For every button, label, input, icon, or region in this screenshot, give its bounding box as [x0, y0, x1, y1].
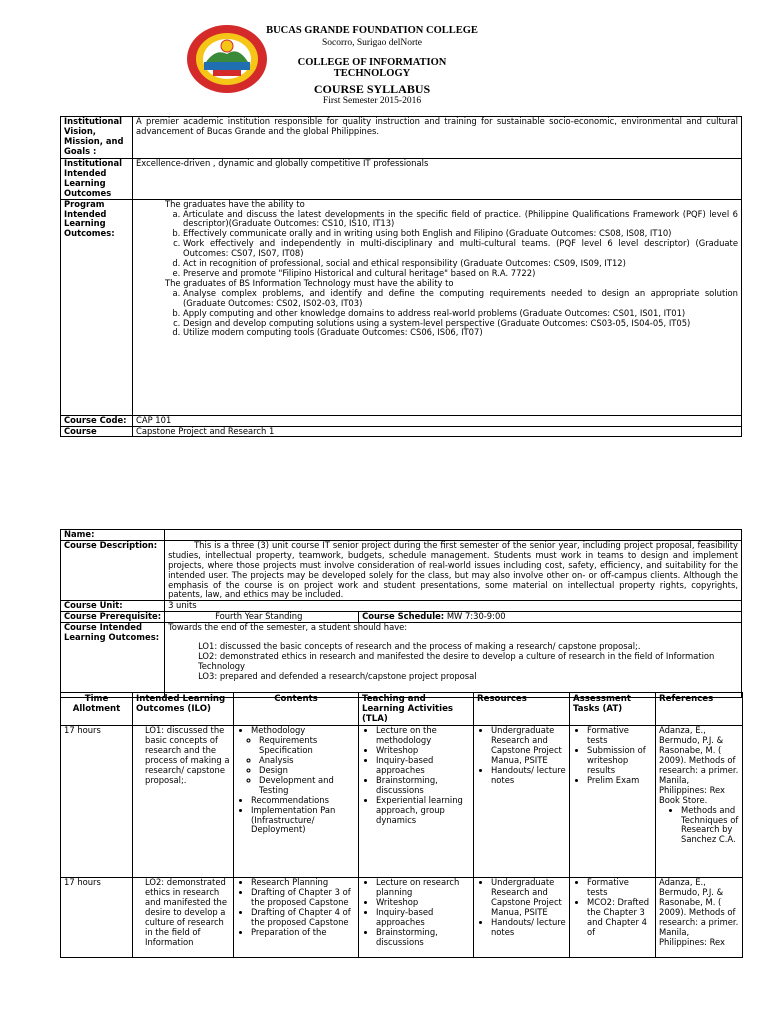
- list-item: • Formative tests: [587, 726, 652, 746]
- tla-cell: [359, 878, 474, 958]
- list-item: • Drafting of Chapter 4 of the proposed Capstone: [251, 908, 355, 928]
- pilo-item: c. Design and develop computing solutions using a system-level perspective (Graduate Outcomes: CS03-05, IS04-05, IT05): [183, 319, 738, 329]
- reference-text: Adanza, E., Bermudo, P.J. & Rasonabe, M. ( 2009). Methods of research: a primer. Manila, Philippines: Rex: [659, 877, 739, 947]
- header-tla: Teaching and Learning Activities (TLA): [359, 693, 474, 726]
- cilo-cell: [165, 623, 742, 698]
- vmg-label: Institutional Vision, Mission, and Goals :: [61, 117, 133, 159]
- cilo-item: LO3: prepared and defended a research/capstone project proposal: [198, 670, 477, 681]
- list-item: • Lecture on research planning: [376, 878, 470, 898]
- list-item: • Recommendations: [251, 796, 355, 806]
- pilo-list-1: [165, 210, 738, 279]
- cilo-intro: Towards the end of the semester, a student should have:: [168, 622, 408, 633]
- schedule-spacer: [535, 612, 742, 623]
- at-cell: [570, 878, 656, 958]
- course-code-label: Course Code:: [61, 415, 133, 426]
- list-item: • Drafting of Chapter 3 of the proposed Capstone: [251, 888, 355, 908]
- list-item: • Undergraduate Research and Capstone Project Manua, PSITE: [491, 878, 566, 918]
- list-item: • Formative tests: [587, 878, 652, 898]
- list-item: • Preparation of the: [251, 928, 355, 938]
- list-item: • Implementation Pan (Infrastructure/ Deployment): [251, 806, 355, 836]
- list-item: • Brainstorming, discussions: [376, 928, 470, 948]
- course-unit-label: Course Unit:: [61, 601, 165, 612]
- list-item: • Writeshop: [376, 746, 470, 756]
- ilo-cell: LO2: demonstrated ethics in research and manifested the desire to develop a culture of research in the field of Information: [133, 878, 234, 958]
- contents-cell: [234, 726, 359, 878]
- name-value: [165, 530, 742, 541]
- pilo-item: d. Act in recognition of professional, social and ethical responsibility (Graduate Outcomes: CS09, IS09, IT12): [183, 259, 738, 269]
- list-item: ◦ Development and Testing: [259, 776, 355, 796]
- cilo-label: Course Intended Learning Outcomes:: [61, 623, 165, 698]
- tla-cell: [359, 726, 474, 878]
- college-location: Socorro, Surigao delNorte: [322, 38, 422, 48]
- list-item: • Inquiry-based approaches: [376, 756, 470, 776]
- contents-cell: [234, 878, 359, 958]
- list-item: • Handouts/ lecture notes: [491, 766, 566, 786]
- time-cell: 17 hours: [61, 726, 133, 878]
- course-value: Capstone Project and Research 1: [133, 426, 742, 437]
- table-row: [61, 726, 743, 878]
- ilo-cell: LO1: discussed the basic concepts of research and the process of making a research/ capstone proposal;.: [133, 726, 234, 878]
- time-cell: 17 hours: [61, 878, 133, 958]
- resources-cell: [474, 878, 570, 958]
- list-item: • Prelim Exam: [587, 776, 652, 786]
- list-item: ◦ Design: [259, 766, 355, 776]
- list-item: • Research Planning: [251, 878, 355, 888]
- header-ilo: Intended Learning Outcomes (ILO): [133, 693, 234, 726]
- department-name: COLLEGE OF INFORMATION TECHNOLOGY: [297, 57, 447, 79]
- list-item: • Inquiry-based approaches: [376, 908, 470, 928]
- header-at: Assessment Tasks (AT): [570, 693, 656, 726]
- list-item: • Experiential learning approach, group dynamics: [376, 796, 470, 826]
- at-cell: [570, 726, 656, 878]
- header-references: References: [656, 693, 743, 726]
- schedule-cell: [359, 612, 535, 623]
- list-item: • MCO2: Drafted the Chapter 3 and Chapter 4 of: [587, 898, 652, 938]
- ilo-label: Institutional Intended Learning Outcomes: [61, 159, 133, 200]
- list-item: • Handouts/ lecture notes: [491, 918, 566, 938]
- pilo-item: b. Effectively communicate orally and in writing using both English and Filipino (Graduate Outcomes: CS08, IS08, IT10): [183, 229, 738, 239]
- pilo-item: e. Preserve and promote "Filipino Historical and cultural heritage" based on R.A. 7722): [183, 269, 738, 279]
- header-resources: Resources: [474, 693, 570, 726]
- pilo-list-2: [165, 289, 738, 339]
- resources-cell: [474, 726, 570, 878]
- learning-plan-table: [60, 692, 743, 958]
- pilo-intro-2: The graduates of BS Information Technology must have the ability to: [165, 277, 454, 288]
- list-item: • Methodology: [251, 726, 355, 736]
- list-item: • Brainstorming, discussions: [376, 776, 470, 796]
- name-label: Name:: [61, 530, 165, 541]
- pilo-item: b. Apply computing and other knowledge domains to address real-world problems (Graduate Outcomes: CS01, IS01, IT01): [183, 309, 738, 319]
- schedule-label: Course Schedule:: [362, 611, 445, 622]
- list-item: • Submission of writeshop results: [587, 746, 652, 776]
- pilo-item: a. Analyse complex problems, and identify and define the computing requirements needed to design an appropriate solution (Graduate Outcomes: CS02, IS02-03, IT03): [183, 289, 738, 309]
- prerequisite-value: Fourth Year Standing: [165, 612, 359, 623]
- ilo-text: Excellence-driven , dynamic and globally competitive IT professionals: [133, 159, 742, 200]
- description-label: Course Description:: [61, 540, 165, 600]
- college-name: BUCAS GRANDE FOUNDATION COLLEGE: [266, 25, 478, 36]
- cilo-item: LO2: demonstrated ethics in research and manifested the desire to develop a culture of research in the field of Information Technology: [198, 650, 715, 671]
- pilo-intro-1: The graduates have the ability to: [165, 198, 305, 209]
- list-item: ◦ Requirements Specification: [259, 736, 355, 756]
- header-contents: Contents: [234, 693, 359, 726]
- semester: First Semester 2015-2016: [322, 96, 422, 106]
- course-unit-value: 3 units: [165, 601, 742, 612]
- list-item: • Lecture on the methodology: [376, 726, 470, 746]
- list-item: • Methods and Techniques of Research by Sanchez C.A.: [681, 806, 739, 846]
- table-row: [61, 878, 743, 958]
- pilo-cell: [133, 199, 742, 415]
- course-info-table: [60, 529, 742, 698]
- cilo-item: LO1: discussed the basic concepts of research and the process of making a research/ capstone proposal;.: [198, 641, 641, 652]
- references-cell: [656, 878, 743, 958]
- schedule-value: MW 7:30-9:00: [446, 611, 506, 622]
- pilo-item: a. Articulate and discuss the latest developments in the specific field of practice. (Philippine Qualifications Framework (PQF) level 6 descriptor)(Graduate Outcomes: CS10, IS10, IT13): [183, 210, 738, 230]
- pilo-item: d. Utilize modern computing tools (Graduate Outcomes: CS06, IS06, IT07): [183, 328, 738, 338]
- list-item: ◦ Analysis: [259, 756, 355, 766]
- document-title: COURSE SYLLABUS: [313, 82, 431, 96]
- college-seal-icon: [186, 24, 268, 94]
- course-label: Course: [61, 426, 133, 437]
- pilo-label: Program Intended Learning Outcomes:: [61, 199, 133, 415]
- reference-text: Adanza, E., Bermudo, P.J. & Rasonabe, M. ( 2009). Methods of research: a primer. Manila, Philippines: Rex Book Store.: [659, 725, 739, 805]
- references-cell: [656, 726, 743, 878]
- list-item: • Undergraduate Research and Capstone Project Manua, PSITE: [491, 726, 566, 766]
- list-item: • Writeshop: [376, 898, 470, 908]
- prerequisite-label: Course Prerequisite:: [61, 612, 165, 623]
- header-time: Time Allotment: [61, 693, 133, 726]
- institutional-outcomes-table: [60, 116, 742, 437]
- course-code-value: CAP 101: [133, 415, 742, 426]
- vmg-text: A premier academic institution responsible for quality instruction and training for sustainable socio-economic, environmental and cultural advancement of Bucas Grande and the global Philippines.: [133, 117, 742, 159]
- description-text: This is a three (3) unit course IT senior project during the first semester of the senior year, including project proposal, feasibility studies, intellectual property, teamwork, budgets, schedule management. Students must work in teams to design and implement projects, where those projects must involve consideration of real-world issues including cost, safety, efficiency, and suitability for the intended user. The projects may be developed solely for the class, but may also involve other on- or off-campus clients. Although the emphasis of the course is on project work and student presentations, some material on intellectual property rights, copyrights, patents, law, and ethics may be included.: [165, 540, 742, 600]
- pilo-item: c. Work effectively and independently in multi-disciplinary and multi-cultural teams. (PQF level 6 level descriptor) (Graduate Outcomes: CS07, IS07, IT08): [183, 239, 738, 259]
